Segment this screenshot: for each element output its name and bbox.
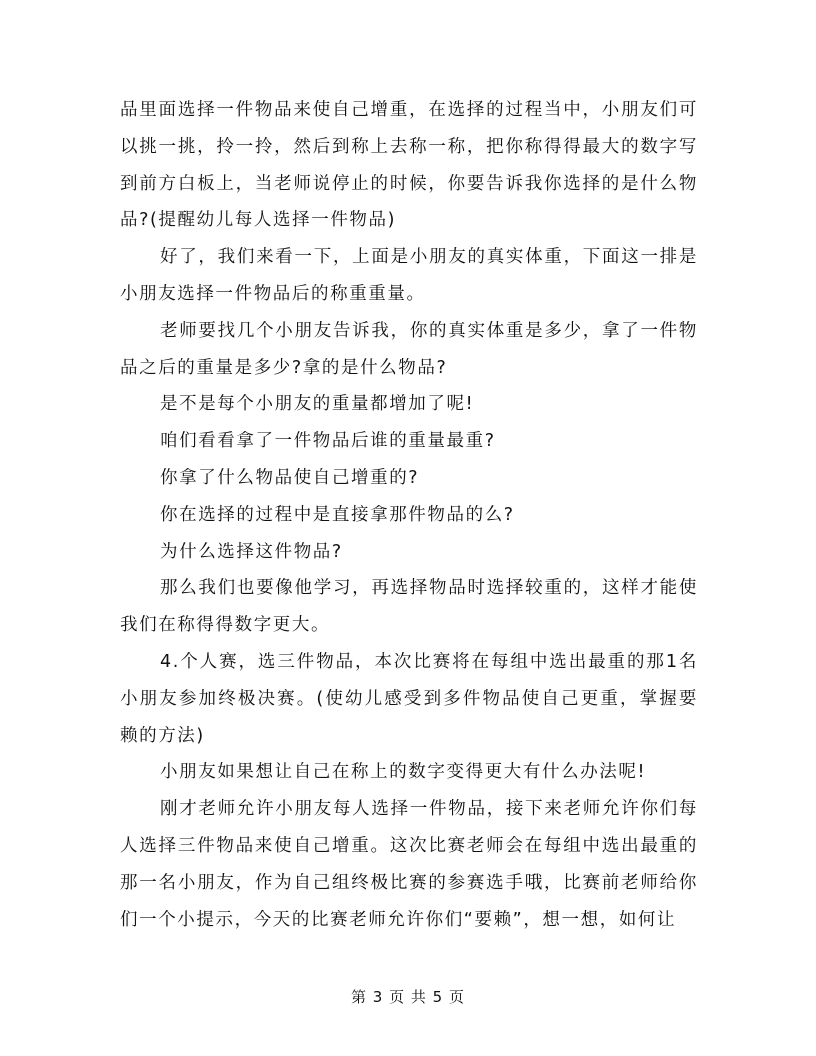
paragraph-8: 为什么选择这件物品? (160, 541, 343, 562)
paragraph-9: 那么我们也要像他学习，再选择物品时选择较重的，这样才能使我们在称得得数字更大。 (120, 578, 698, 636)
paragraph-7: 你在选择的过程中是直接拿那件物品的么? (160, 504, 515, 525)
paragraph-3: 老师要找几个小朋友告诉我，你的真实体重是多少，拿了一件物品之后的重量是多少?拿的是什么物品? (120, 320, 698, 378)
paragraph-1: 品里面选择一件物品来使自己增重，在选择的过程当中，小朋友们可以挑一挑，拎一拎，然后到称上去称一称，把你称得得最大的数字写到前方白板上，当老师说停止的时候，你要告诉我你选择的是什么物品?(提醒幼儿每人选择一件物品) (120, 100, 698, 231)
paragraph-2: 好了，我们来看一下，上面是小朋友的真实体重，下面这一排是小朋友选择一件物品后的称重重量。 (120, 247, 698, 304)
paragraph-5: 咱们看看拿了一件物品后谁的重量最重? (160, 431, 496, 452)
document-body (120, 92, 698, 938)
paragraph-4: 是不是每个小朋友的重量都增加了呢! (160, 394, 475, 415)
paragraph-12: 刚才老师允许小朋友每人选择一件物品，接下来老师允许你们每人选择三件物品来使自己增重。这次比赛老师会在每组中选出最重的那一名小朋友，作为自己组终极比赛的参赛选手哦，比赛前老师给你们一个小提示，今天的比赛老师允许你们“要赖”，想一想，如何让 (120, 799, 698, 930)
page-number-footer: 第 3 页 共 5 页 (351, 988, 465, 1006)
paragraph-11: 小朋友如果想让自己在称上的数字变得更大有什么办法呢! (160, 762, 647, 783)
paragraph-10: 4.个人赛，选三件物品，本次比赛将在每组中选出最重的那1名小朋友参加终极决赛。(使幼儿感受到多件物品使自己更重，掌握要赖的方法) (120, 651, 698, 746)
paragraph-6: 你拿了什么物品使自己增重的? (160, 467, 420, 488)
